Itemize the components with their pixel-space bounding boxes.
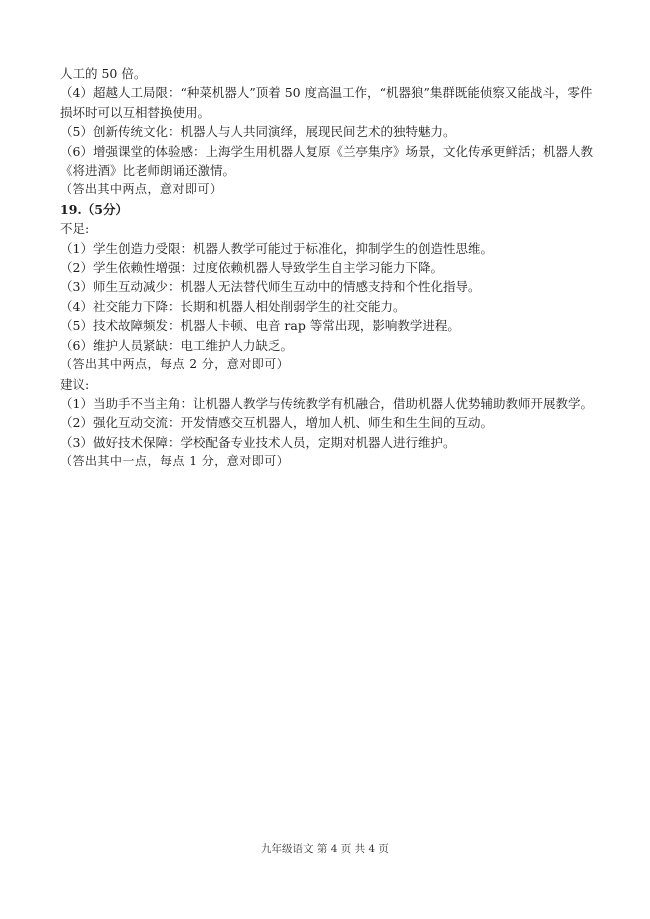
question-19-heading: 19.（5分） bbox=[60, 201, 128, 217]
shortcoming-item-4: （4）社交能力下降：长期和机器人相处削弱学生的社交能力。 bbox=[60, 298, 406, 314]
suggestion-item-1: （1）当助手不当主角：让机器人教学与传统教学有机融合，借助机器人优势辅助教师开展教学。 bbox=[60, 395, 593, 411]
shortcomings-label: 不足: bbox=[60, 221, 90, 237]
shortcoming-item-6: （6）维护人员紧缺：电工维护人力缺乏。 bbox=[60, 337, 293, 353]
suggestions-note: （答出其中一点，每点 1 分，意对即可） bbox=[60, 454, 290, 469]
suggestion-item-3: （3）做好技术保障：学校配备专业技术人员，定期对机器人进行维护。 bbox=[60, 434, 456, 450]
suggestions-label: 建议: bbox=[60, 376, 90, 392]
answer-content bbox=[60, 64, 600, 472]
shortcoming-item-2: （2）学生依赖性增强：过度依赖机器人导致学生自主学习能力下降。 bbox=[60, 260, 443, 276]
section18-item-5: （5）创新传统文化：机器人与人共同演绎，展现民间艺术的独特魅力。 bbox=[60, 124, 456, 140]
section18-item-6: （6）增强课堂的体验感：上海学生用机器人复原《兰亭集序》场景，文化传承更鲜活；机器人教《将进酒》比老师朗诵还激情。 bbox=[60, 143, 593, 179]
shortcomings-note: （答出其中两点，每点 2 分，意对即可） bbox=[60, 357, 290, 372]
section18-item-4: （4）超越人工局限：“种菜机器人”顶着 50 度高温工作，“机器狼”集群既能侦察又能战斗，零件损坏时可以互相替换使用。 bbox=[60, 85, 593, 120]
page-footer: 九年级语文 第 4 页 共 4 页 bbox=[261, 843, 389, 855]
shortcoming-item-3: （3）师生互动减少：机器人无法替代师生互动中的情感支持和个性化指导。 bbox=[60, 279, 481, 295]
section18-note: （答出其中两点，意对即可） bbox=[60, 182, 223, 197]
shortcoming-item-1: （1）学生创造力受限：机器人教学可能过于标准化，抑制学生的创造性思维。 bbox=[60, 240, 493, 256]
suggestion-item-2: （2）强化互动交流：开发情感交互机器人，增加人机、师生和生生间的互动。 bbox=[60, 415, 493, 431]
shortcoming-item-5: （5）技术故障频发：机器人卡顿、电音 rap 等常出现，影响教学进程。 bbox=[60, 318, 460, 334]
section18-line-1: 人工的 50 倍。 bbox=[60, 66, 147, 81]
